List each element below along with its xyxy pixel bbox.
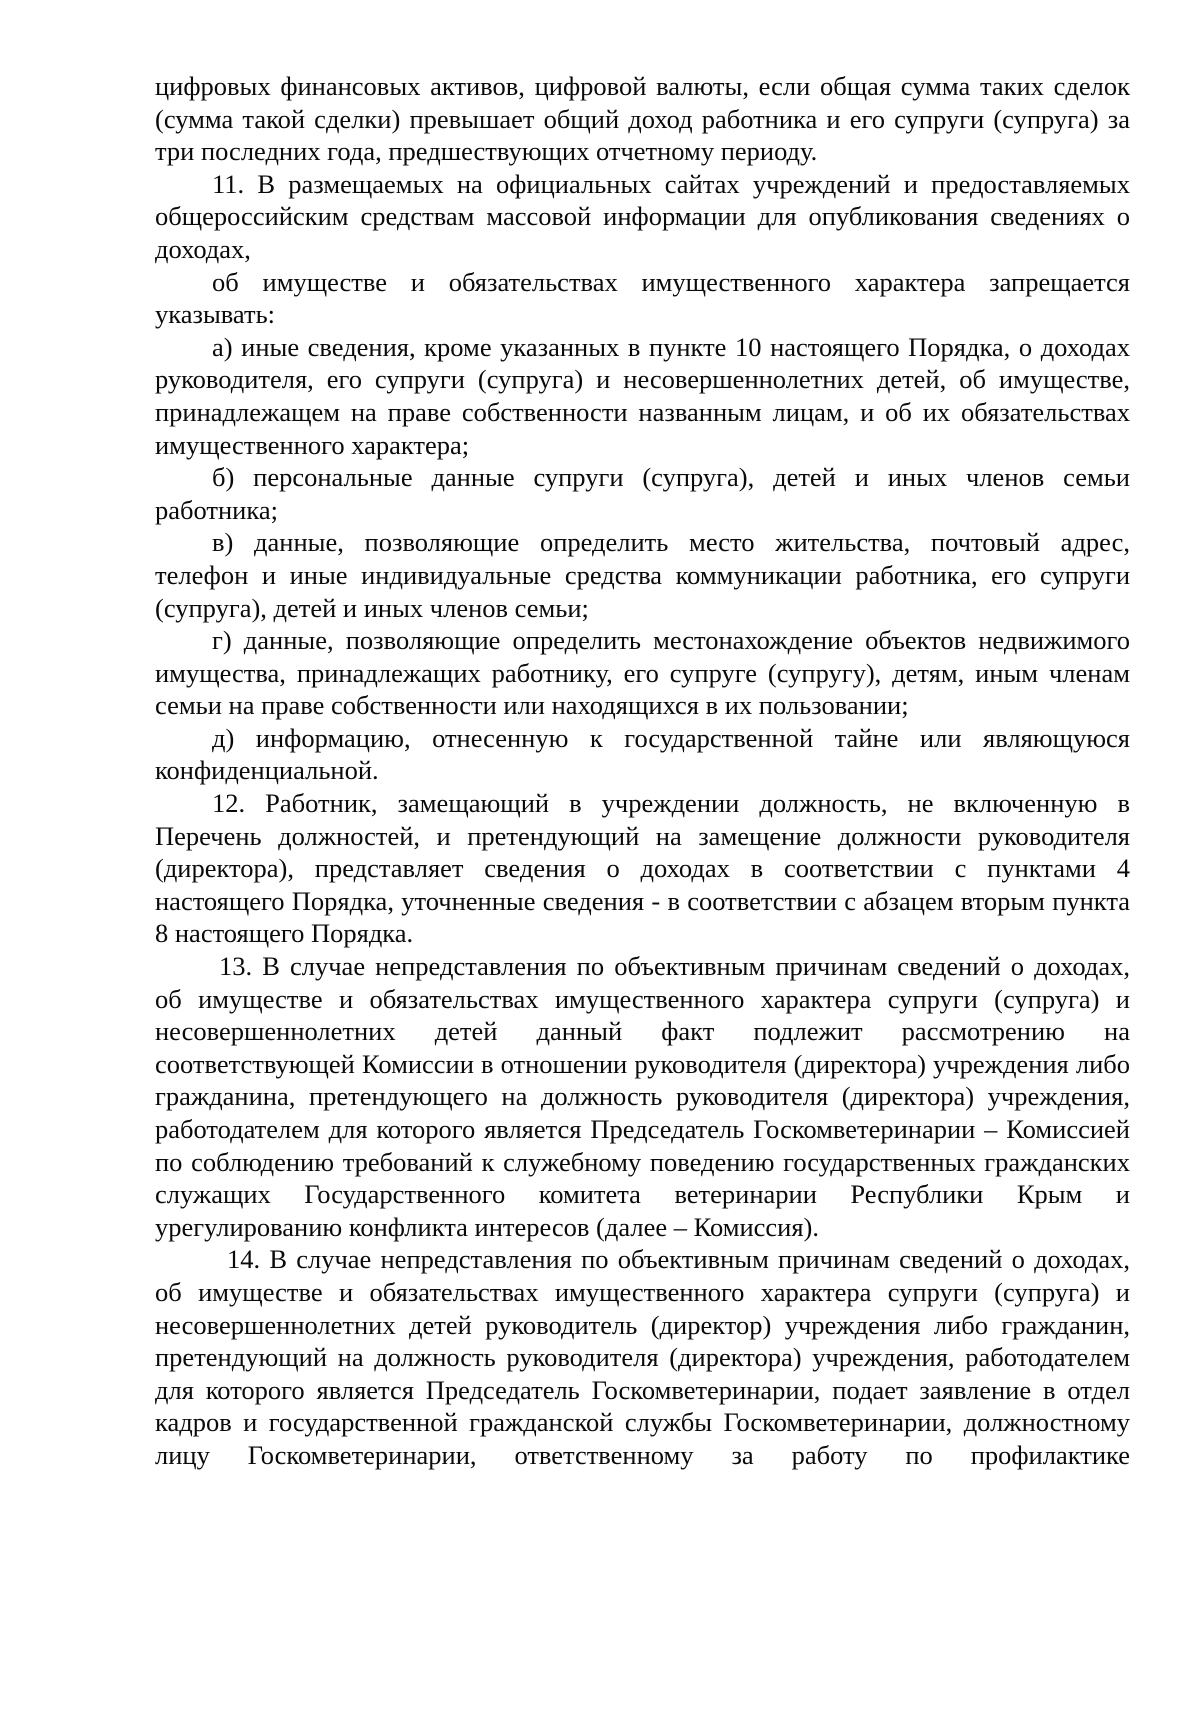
list-item-v: в) данные, позволяющие определить место жительства, почтовый адрес, телефон и иные индивидуальные средства коммуникации работника, его супруги (супруга), детей и иных членов семьи;: [155, 527, 1130, 623]
paragraph-11: 11. В размещаемых на официальных сайтах учреждений и предоставляемых общероссийским средствам массовой информации для опубликования сведениях о доходах,: [155, 168, 1130, 264]
list-item-g: г) данные, позволяющие определить местонахождение объектов недвижимого имущества, принадлежащих работнику, его супруге (супругу), детям, иным членам семьи на праве собственности или находящихся в их пользовании;: [155, 625, 1130, 721]
list-item-a: а) иные сведения, кроме указанных в пункте 10 настоящего Порядка, о доходах руководителя, его супруги (супруга) и несовершеннолетних детей, об имуществе, принадлежащем на праве собственности названным лицам, и об их обязательствах имущественного характера;: [155, 331, 1130, 460]
list-item-d: д) информацию, отнесенную к государственной тайне или являющуюся конфиденциальной.: [155, 722, 1130, 786]
paragraph-13: 13. В случае непредставления по объективным причинам сведений о доходах, об имуществе и обязательствах имущественного характера супруги (супруга) и несовершеннолетних детей данный факт подлежит рассмотрению на соответствующей Комиссии в отношении руководителя (директора) учреждения либо гражданина, претендующего на должность руководителя (директора) учреждения, работодателем для которого является Председатель Госкомветеринарии – Комиссией по соблюдению требований к служебному поведению государственных гражданских служащих Государственного комитета ветеринарии Республики Крым и урегулированию конфликта интересов (далее – Комиссия).: [155, 951, 1130, 1242]
document-body: [155, 70, 1130, 1472]
list-item-b: б) персональные данные супруги (супруга), детей и иных членов семьи работника;: [155, 462, 1130, 525]
paragraph-14: 14. В случае непредставления по объективным причинам сведений о доходах, об имуществе и обязательствах имущественного характера супруги (супруга) и несовершеннолетних детей руководитель (директор) учреждения либо гражданин, претендующий на должность руководителя (директора) учреждения, работодателем для которого является Председатель Госкомветеринарии, подает заявление в отдел кадров и государственной гражданской службы Госкомветеринарии, должностному лицу Госкомветеринарии, ответственному за работу по профилактике: [155, 1244, 1130, 1470]
paragraph-11-continued: об имуществе и обязательствах имущественного характера запрещается указывать:: [155, 266, 1130, 330]
paragraph-12: 12. Работник, замещающий в учреждении должность, не включенную в Перечень должностей, и претендующий на замещение должности руководителя (директора), представляет сведения о доходах в соответствии с пунктами 4 настоящего Порядка, уточненные сведения - в соответствии с абзацем вторым пункта 8 настоящего Порядка.: [155, 788, 1130, 949]
paragraph-continuation: цифровых финансовых активов, цифровой валюты, если общая сумма таких сделок (сумма такой сделки) превышает общий доход работника и его супруги (супруга) за три последних года, предшествующих отчетному периоду.: [155, 71, 1130, 167]
